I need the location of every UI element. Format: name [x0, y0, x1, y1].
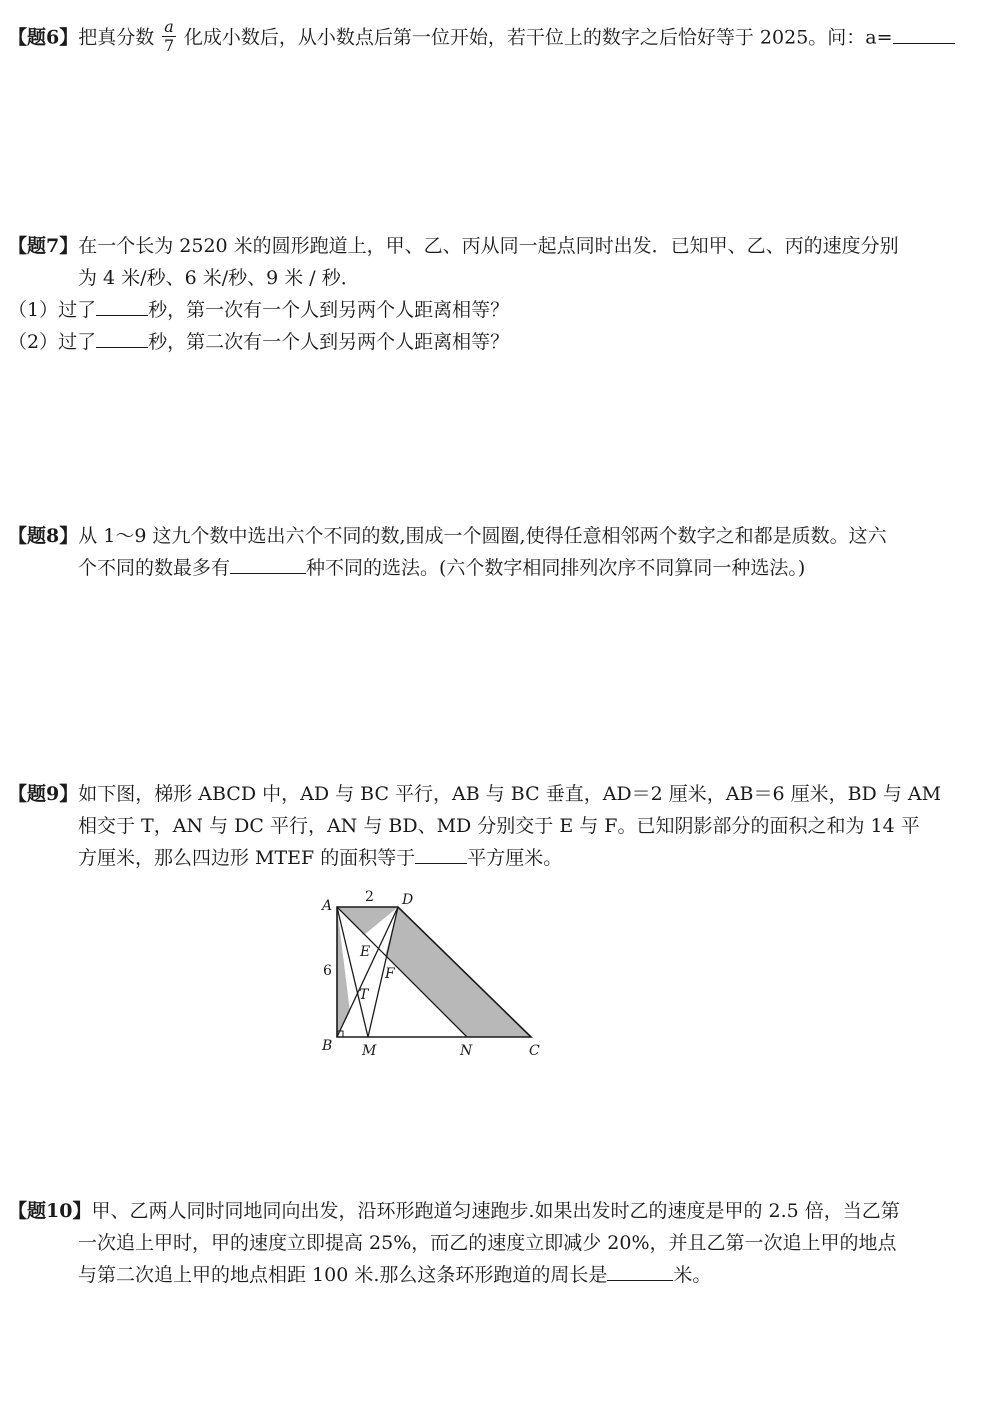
problem-9-text-3a: 方厘米，那么四边形 MTEF 的面积等于 [78, 847, 416, 869]
problem-9 [8, 778, 999, 874]
label-d: D [402, 892, 414, 908]
label-b: B [322, 1038, 333, 1054]
problem-9-line-3 [8, 842, 999, 874]
problem-6 [8, 17, 999, 57]
problem-7 [8, 230, 999, 358]
problem-6-tag: 【题6】 [8, 26, 79, 49]
problem-9-text-3b: 平方厘米。 [467, 847, 563, 869]
fraction-numerator: a [164, 17, 174, 36]
answer-blank-7-2[interactable] [96, 327, 148, 348]
problem-8 [8, 520, 999, 584]
problem-10 [8, 1195, 999, 1291]
label-e: E [360, 944, 371, 960]
shaded-triangle-abt [337, 907, 350, 1037]
problem-10-text-3b: 米。 [673, 1264, 712, 1286]
label-ad-length: 2 [365, 889, 374, 905]
q2-prefix: （2）过了 [8, 331, 97, 353]
q2-suffix: 秒，第二次有一个人到另两个人距离相等？ [148, 331, 510, 353]
answer-blank-6[interactable] [893, 23, 955, 44]
problem-8-tag: 【题8】 [8, 525, 79, 547]
fraction-a-over-7 [162, 18, 176, 55]
answer-blank-7-1[interactable] [96, 295, 148, 316]
problem-9-line-1 [8, 778, 999, 810]
problem-7-tag: 【题7】 [8, 235, 79, 257]
problem-10-text-1: 甲、乙两人同时同地同向出发，沿环形跑道匀速跑步.如果出发时乙的速度是甲的 2.5 倍，当乙第 [91, 1200, 900, 1222]
answer-blank-8[interactable] [230, 553, 306, 574]
label-ab-length: 6 [323, 963, 332, 979]
shaded-strip-an-dc [385, 907, 531, 1037]
q1-suffix: 秒，第一次有一个人到另两个人距离相等？ [148, 299, 510, 321]
problem-9-tag: 【题9】 [8, 783, 79, 805]
fraction-denominator: 7 [163, 36, 175, 55]
problem-7-line-1 [8, 230, 999, 262]
trapezoid-figure [310, 880, 560, 1065]
problem-10-line-2: 一次追上甲时，甲的速度立即提高 25%，而乙的速度立即减少 20%，并且乙第一次追上甲的地点 [78, 1232, 897, 1254]
problem-10-line-3 [8, 1259, 999, 1291]
problem-8-text-1: 从 1～9 这九个数中选出六个不同的数,围成一个圆圈,使得任意相邻两个数字之和都是质数。这六 [78, 525, 887, 547]
label-t: T [359, 987, 369, 1003]
label-n: N [460, 1043, 473, 1059]
shaded-upper-region [337, 907, 398, 935]
label-a: A [322, 898, 333, 914]
problem-7-question-2 [8, 326, 999, 358]
trapezoid-diagram [310, 880, 560, 1065]
problem-8-line-2 [8, 552, 999, 584]
problem-7-line-2: 为 4 米/秒、6 米/秒、9 米 / 秒． [78, 267, 360, 289]
problem-10-text-3a: 与第二次追上甲的地点相距 100 米.那么这条环形跑道的周长是 [78, 1264, 608, 1286]
answer-blank-10[interactable] [607, 1260, 673, 1281]
problem-7-question-1 [8, 294, 999, 326]
problem-6-text-after: 化成小数后，从小数点后第一位开始，若干位上的数字之后恰好等于 2025。问：a= [183, 26, 893, 49]
problem-8-text-2a: 个不同的数最多有 [78, 557, 231, 579]
problem-9-line-2: 相交于 T，AN 与 DC 平行，AN 与 BD、MD 分别交于 E 与 F。已知阴影部分的面积之和为 14 平 [78, 815, 920, 837]
problem-6-line [8, 17, 999, 57]
problem-10-tag: 【题10】 [8, 1200, 92, 1222]
answer-blank-9[interactable] [415, 843, 467, 864]
label-f: F [385, 966, 395, 982]
problem-8-text-2b: 种不同的选法。(六个数字相同排列次序不同算同一种选法。) [306, 557, 806, 579]
problem-6-text-before: 把真分数 [78, 26, 155, 49]
problem-10-line-1 [8, 1195, 999, 1227]
problem-7-text-1: 在一个长为 2520 米的圆形跑道上，甲、乙、丙从同一起点同时出发．已知甲、乙、丙的速度分别 [78, 235, 899, 257]
problem-8-line-1 [8, 520, 999, 552]
problem-9-text-1: 如下图，梯形 ABCD 中，AD 与 BC 平行，AB 与 BC 垂直，AD＝2 厘米，AB＝6 厘米，BD 与 AM [78, 783, 942, 805]
label-m: M [362, 1043, 377, 1059]
q1-prefix: （1）过了 [8, 299, 97, 321]
label-c: C [529, 1043, 540, 1059]
